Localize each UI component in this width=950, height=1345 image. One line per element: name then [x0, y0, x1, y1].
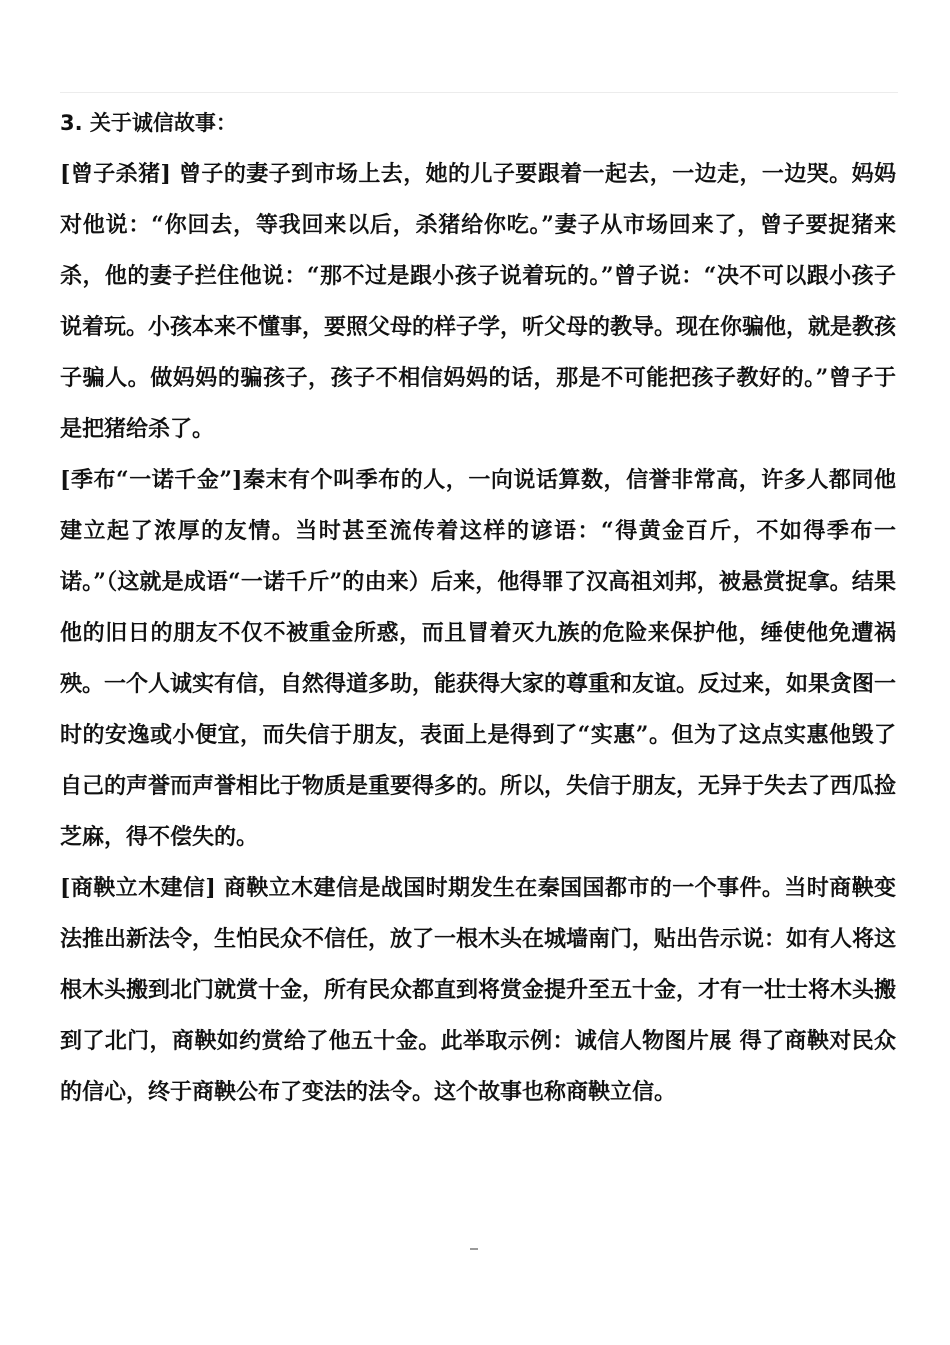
- section-heading: 3. 关于诚信故事：: [60, 111, 237, 135]
- document-content: [60, 98, 896, 1118]
- story-body-shangyang: 商鞅立木建信是战国时期发生在秦国国都市的一个事件。当时商鞅变法推出新法令，生怕民众不信任，放了一根木头在城墙南门，贴出告示说：如有人将这根木头搬到北门就赏十金，所有民众都直到将赏金提升至五十金，才有一壮士将木头搬到了北门，商鞅如约赏给了他五十金。此举取示例：诚信人物图片展 得了商鞅对民众的信心，终于商鞅公布了变法的法令。这个故事也称商鞅立信。: [60, 875, 897, 1105]
- story-title-zengzi: [曾子杀猪]: [60, 161, 171, 187]
- story-body-jibu: 秦末有个叫季布的人，一向说话算数，信誉非常高，许多人都同他建立起了浓厚的友情。当时甚至流传着这样的谚语：“得黄金百斤，不如得季布一诺。”（这就是成语“一诺千斤”的由来）后来，他得罪了汉高祖刘邦，被悬赏捉拿。结果他的旧日的朋友不仅不被重金所惑，而且冒着灭九族的危险来保护他，缍使他免遭祸殃。一个人诚实有信，自然得道多助，能获得大家的尊重和友谊。反过来，如果贪图一时的安逸或小便宜，而失信于朋友，表面上是得到了“实惠”。但为了这点实惠他毁了自己的声誉而声誉相比于物质是重要得多的。所以，失信于朋友，无异于失去了西瓜捡芝麻，得不偿失的。: [60, 467, 897, 850]
- story-shangyang: [60, 863, 896, 1118]
- top-divider: [60, 92, 898, 93]
- story-body-zengzi: 曾子的妻子到市场上去，她的儿子要跟着一起去，一边走，一边哭。妈妈对他说：“你回去，等我回来以后，杀猪给你吃。”妻子从市场回来了，曾子要捉猪来杀，他的妻子拦住他说：“那不过是跟小孩子说着玩的。”曾子说：“决不可以跟小孩子说着玩。小孩本来不懂事，要照父母的样子学，听父母的教导。现在你骗他，就是教孩子骗人。做妈妈的骗孩子，孩子不相信妈妈的话，那是不可能把孩子教好的。”曾子于是把猪给杀了。: [60, 161, 897, 442]
- story-zengzi: [60, 149, 896, 455]
- story-jibu: [60, 455, 896, 863]
- story-title-shangyang: [商鞅立木建信]: [60, 875, 216, 901]
- page-mark: [470, 1248, 478, 1250]
- story-title-jibu: [季布“一诺千金”]: [60, 467, 243, 493]
